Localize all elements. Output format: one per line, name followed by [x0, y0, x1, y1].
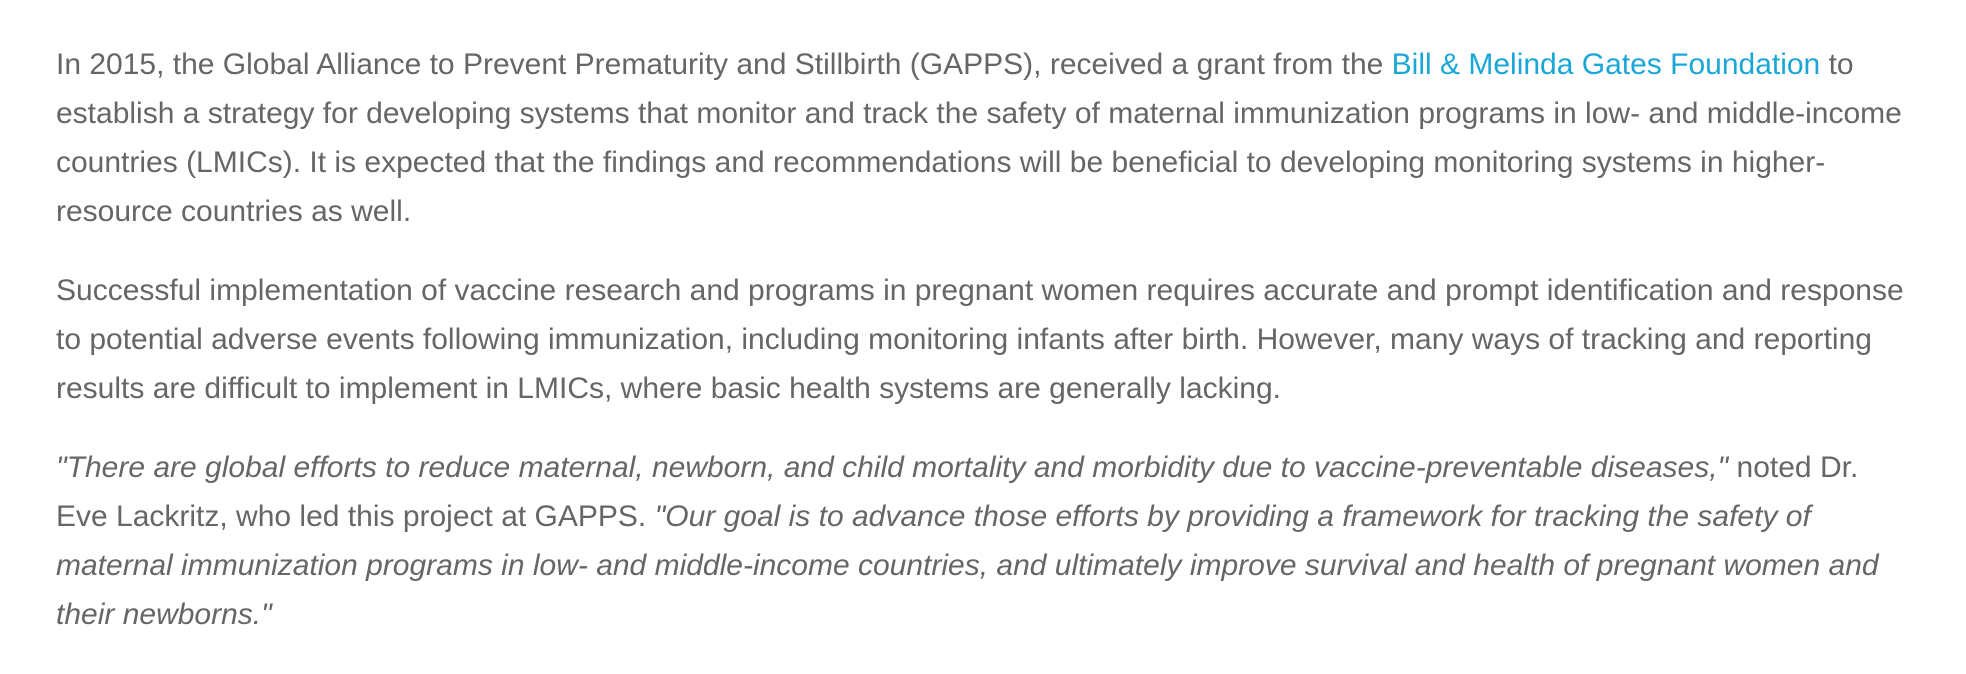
- paragraph-text: Successful implementation of vaccine research and programs in pregnant women requires accurate and prompt identification and response to potential adverse events following immunization, including monitoring infants after birth. However, many ways of tracking and reporting results are difficult to implement in LMICs, where basic health systems are generally lacking.: [56, 274, 1904, 405]
- paragraph-text: In 2015, the Global Alliance to Prevent Prematurity and Stillbirth (GAPPS), received a grant from the: [56, 48, 1392, 81]
- quote-attribution: noted Dr. Eve Lackritz, who led this project at GAPPS.: [56, 451, 1859, 533]
- quote-text: "Our goal is to advance those efforts by providing a framework for tracking the safety of maternal immunization programs in low- and middle-income countries, and ultimately improve survival and health of pregnant women and their newborns.": [56, 500, 1879, 631]
- paragraph-implementation: [56, 266, 1916, 413]
- paragraph-gapps-grant: [56, 40, 1916, 236]
- article-body: [56, 40, 1916, 669]
- paragraph-quote: [56, 443, 1916, 639]
- paragraph-text: to establish a strategy for developing systems that monitor and track the safety of maternal immunization programs in low- and middle-income countries (LMICs). It is expected that the findings and recommendations will be beneficial to developing monitoring systems in higher-resource countries as well.: [56, 48, 1902, 228]
- quote-text: "There are global efforts to reduce maternal, newborn, and child mortality and morbidity due to vaccine-preventable diseases,": [56, 451, 1729, 484]
- gates-foundation-link[interactable]: Bill & Melinda Gates Foundation: [1391, 48, 1821, 81]
